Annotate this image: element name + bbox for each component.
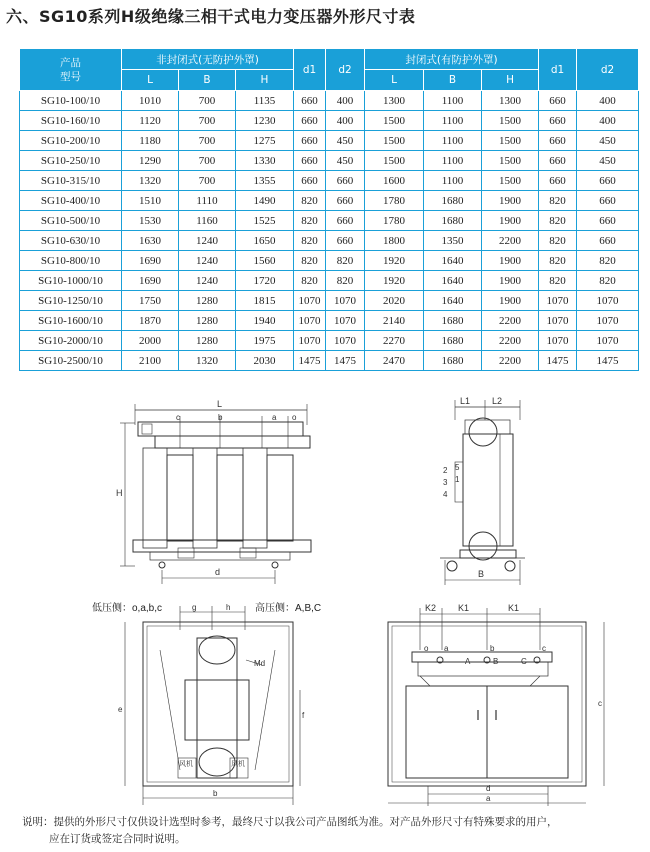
value-cell: 1940 xyxy=(236,311,294,331)
label-b: b xyxy=(218,413,223,422)
table-row xyxy=(20,311,639,331)
value-cell: 1500 xyxy=(365,111,424,131)
value-cell: 1100 xyxy=(424,131,482,151)
value-cell: 660 xyxy=(577,171,639,191)
value-cell: 1690 xyxy=(122,251,179,271)
value-cell: 700 xyxy=(179,91,236,111)
value-cell: 1135 xyxy=(236,91,294,111)
value-cell: 660 xyxy=(294,151,326,171)
value-cell: 1100 xyxy=(424,171,482,191)
value-cell: 1680 xyxy=(424,331,482,351)
terminal-1: 1 xyxy=(455,475,460,484)
value-cell: 2020 xyxy=(365,291,424,311)
table-row xyxy=(20,251,639,271)
value-cell: 450 xyxy=(326,131,365,151)
value-cell: 1525 xyxy=(236,211,294,231)
value-cell: 1355 xyxy=(236,171,294,191)
value-cell: 1900 xyxy=(482,251,539,271)
value-cell: 820 xyxy=(539,231,577,251)
value-cell: 450 xyxy=(326,151,365,171)
value-cell: 660 xyxy=(326,211,365,231)
value-cell: 1680 xyxy=(424,191,482,211)
value-cell: 1100 xyxy=(424,151,482,171)
table-row xyxy=(20,211,639,231)
value-cell: 660 xyxy=(577,211,639,231)
value-cell: 1180 xyxy=(122,131,179,151)
value-cell: 820 xyxy=(294,191,326,211)
d1-header: d1 xyxy=(294,49,326,91)
value-cell: 2200 xyxy=(482,331,539,351)
col-H: H xyxy=(236,70,294,91)
value-cell: 1070 xyxy=(577,331,639,351)
value-cell: 1690 xyxy=(122,271,179,291)
model-header-line1: 产品 xyxy=(60,56,81,69)
value-cell: 1110 xyxy=(179,191,236,211)
value-cell: 700 xyxy=(179,171,236,191)
page-title: 六、SG10系列H级绝缘三相干式电力变压器外形尺寸表 xyxy=(6,7,416,26)
value-cell: 2030 xyxy=(236,351,294,371)
lv-side-label: 低压侧：o,a,b,c xyxy=(92,603,163,614)
label-a: a xyxy=(444,644,449,653)
value-cell: 820 xyxy=(539,271,577,291)
value-cell: 1640 xyxy=(424,291,482,311)
value-cell: 1230 xyxy=(236,111,294,131)
value-cell: 1815 xyxy=(236,291,294,311)
value-cell: 2200 xyxy=(482,311,539,331)
value-cell: 1920 xyxy=(365,251,424,271)
hv-side-label: 高压侧：A,B,C xyxy=(255,603,322,614)
value-cell: 820 xyxy=(326,271,365,291)
value-cell: 1100 xyxy=(424,111,482,131)
value-cell: 700 xyxy=(179,131,236,151)
value-cell: 1010 xyxy=(122,91,179,111)
dimension-table xyxy=(19,48,639,371)
table-row xyxy=(20,351,639,371)
value-cell: 1475 xyxy=(539,351,577,371)
dim-L2: L2 xyxy=(492,396,503,406)
dim-H: H xyxy=(116,488,123,498)
table-row xyxy=(20,111,639,131)
value-cell: 660 xyxy=(539,171,577,191)
dim-K2: K2 xyxy=(425,603,437,613)
value-cell: 660 xyxy=(326,191,365,211)
value-cell: 1780 xyxy=(365,191,424,211)
value-cell: 1490 xyxy=(236,191,294,211)
value-cell: 660 xyxy=(326,171,365,191)
value-cell: 400 xyxy=(326,91,365,111)
value-cell: 1240 xyxy=(179,251,236,271)
value-cell: 820 xyxy=(294,251,326,271)
dim-d: d xyxy=(486,784,491,793)
side-view-drawing xyxy=(440,396,525,585)
model-cell: SG10-315/10 xyxy=(20,171,122,191)
label-c: c xyxy=(542,644,546,653)
label-A: A xyxy=(465,657,471,666)
value-cell: 1330 xyxy=(236,151,294,171)
note-line-2: 应在订货或签定合同时说明。 xyxy=(49,833,186,845)
dim-c-height: c xyxy=(598,699,602,708)
value-cell: 1070 xyxy=(294,311,326,331)
value-cell: 1780 xyxy=(365,211,424,231)
value-cell: 400 xyxy=(326,111,365,131)
value-cell: 1280 xyxy=(179,331,236,351)
value-cell: 1070 xyxy=(577,311,639,331)
value-cell: 1070 xyxy=(539,311,577,331)
value-cell: 1240 xyxy=(179,231,236,251)
model-cell: SG10-100/10 xyxy=(20,91,122,111)
model-cell: SG10-2000/10 xyxy=(20,331,122,351)
col-L: L xyxy=(365,70,424,91)
value-cell: 1650 xyxy=(236,231,294,251)
value-cell: 1530 xyxy=(122,211,179,231)
value-cell: 2200 xyxy=(482,351,539,371)
dim-L1: L1 xyxy=(460,396,471,406)
model-cell: SG10-630/10 xyxy=(20,231,122,251)
value-cell: 1720 xyxy=(236,271,294,291)
fan-label-2: 风机 xyxy=(231,761,245,768)
terminal-2: 2 xyxy=(443,466,448,475)
value-cell: 1070 xyxy=(326,331,365,351)
value-cell: 820 xyxy=(539,251,577,271)
table-row xyxy=(20,191,639,211)
value-cell: 1600 xyxy=(365,171,424,191)
value-cell: 1475 xyxy=(577,351,639,371)
label-a: a xyxy=(272,413,277,422)
enclosed-side-drawing xyxy=(92,601,321,805)
value-cell: 1680 xyxy=(424,311,482,331)
label-o: o xyxy=(292,413,297,422)
value-cell: 660 xyxy=(294,131,326,151)
dim-K1-left: K1 xyxy=(458,603,470,613)
terminal-3: 3 xyxy=(443,478,448,487)
value-cell: 1100 xyxy=(424,91,482,111)
value-cell: 1070 xyxy=(577,291,639,311)
value-cell: 1240 xyxy=(179,271,236,291)
value-cell: 1070 xyxy=(294,291,326,311)
value-cell: 1070 xyxy=(326,311,365,331)
label-Md: Md xyxy=(254,659,266,668)
value-cell: 700 xyxy=(179,111,236,131)
value-cell: 2100 xyxy=(122,351,179,371)
enclosed-front-drawing xyxy=(388,603,604,806)
model-cell: SG10-800/10 xyxy=(20,251,122,271)
col-H: H xyxy=(482,70,539,91)
value-cell: 1475 xyxy=(326,351,365,371)
value-cell: 820 xyxy=(294,211,326,231)
terminal-5: 5 xyxy=(455,463,460,472)
label-C: C xyxy=(521,657,527,666)
d2-header: d2 xyxy=(326,49,365,91)
value-cell: 1120 xyxy=(122,111,179,131)
table-row xyxy=(20,291,639,311)
value-cell: 400 xyxy=(577,91,639,111)
value-cell: 450 xyxy=(577,131,639,151)
value-cell: 1630 xyxy=(122,231,179,251)
value-cell: 2470 xyxy=(365,351,424,371)
value-cell: 660 xyxy=(294,171,326,191)
value-cell: 1070 xyxy=(294,331,326,351)
value-cell: 1640 xyxy=(424,271,482,291)
value-cell: 1070 xyxy=(539,331,577,351)
value-cell: 820 xyxy=(326,251,365,271)
dim-f: f xyxy=(302,711,305,720)
value-cell: 1500 xyxy=(482,131,539,151)
dim-B: B xyxy=(478,569,485,579)
value-cell: 1300 xyxy=(482,91,539,111)
value-cell: 1800 xyxy=(365,231,424,251)
table-row xyxy=(20,331,639,351)
value-cell: 2270 xyxy=(365,331,424,351)
model-cell: SG10-1600/10 xyxy=(20,311,122,331)
value-cell: 820 xyxy=(539,191,577,211)
value-cell: 2140 xyxy=(365,311,424,331)
value-cell: 660 xyxy=(539,131,577,151)
fan-label-1: 风机 xyxy=(179,761,193,768)
explanation-note xyxy=(22,814,558,848)
model-cell: SG10-160/10 xyxy=(20,111,122,131)
unenclosed-header: 非封闭式(无防护外罩) xyxy=(122,49,294,70)
enclosed-header: 封闭式(有防护外罩) xyxy=(365,49,539,70)
dim-b: b xyxy=(213,789,218,798)
model-cell: SG10-1250/10 xyxy=(20,291,122,311)
value-cell: 1870 xyxy=(122,311,179,331)
label-b: b xyxy=(490,644,495,653)
value-cell: 660 xyxy=(539,151,577,171)
table-row xyxy=(20,271,639,291)
front-view-drawing xyxy=(116,399,311,584)
model-cell: SG10-200/10 xyxy=(20,131,122,151)
label-o: o xyxy=(424,644,429,653)
value-cell: 660 xyxy=(326,231,365,251)
value-cell: 1500 xyxy=(482,151,539,171)
value-cell: 820 xyxy=(577,251,639,271)
value-cell: 820 xyxy=(294,231,326,251)
value-cell: 1500 xyxy=(365,151,424,171)
model-cell: SG10-500/10 xyxy=(20,211,122,231)
table-row xyxy=(20,171,639,191)
value-cell: 660 xyxy=(577,231,639,251)
value-cell: 1560 xyxy=(236,251,294,271)
value-cell: 700 xyxy=(179,151,236,171)
value-cell: 1280 xyxy=(179,291,236,311)
value-cell: 1290 xyxy=(122,151,179,171)
dim-g: g xyxy=(192,603,197,612)
value-cell: 1300 xyxy=(365,91,424,111)
model-cell: SG10-400/10 xyxy=(20,191,122,211)
col-B: B xyxy=(179,70,236,91)
model-header xyxy=(20,49,122,91)
value-cell: 660 xyxy=(539,91,577,111)
value-cell: 820 xyxy=(577,271,639,291)
value-cell: 1900 xyxy=(482,291,539,311)
value-cell: 1975 xyxy=(236,331,294,351)
col-L: L xyxy=(122,70,179,91)
value-cell: 660 xyxy=(577,191,639,211)
dim-L: L xyxy=(217,399,223,409)
value-cell: 1350 xyxy=(424,231,482,251)
value-cell: 1320 xyxy=(179,351,236,371)
value-cell: 450 xyxy=(577,151,639,171)
value-cell: 820 xyxy=(539,211,577,231)
value-cell: 2000 xyxy=(122,331,179,351)
outline-drawings xyxy=(0,380,650,812)
table-row xyxy=(20,231,639,251)
model-cell: SG10-250/10 xyxy=(20,151,122,171)
value-cell: 1750 xyxy=(122,291,179,311)
value-cell: 1900 xyxy=(482,271,539,291)
note-line-1: 说明：提供的外形尺寸仅供设计选型时参考，最终尺寸以我公司产品图纸为准。对产品外形尺寸有特殊要求的用户， xyxy=(22,816,558,828)
value-cell: 1680 xyxy=(424,211,482,231)
value-cell: 1900 xyxy=(482,191,539,211)
terminal-4: 4 xyxy=(443,490,448,499)
value-cell: 1500 xyxy=(365,131,424,151)
table-row xyxy=(20,151,639,171)
col-B: B xyxy=(424,70,482,91)
value-cell: 660 xyxy=(294,91,326,111)
table-row xyxy=(20,131,639,151)
value-cell: 1900 xyxy=(482,211,539,231)
model-cell: SG10-1000/10 xyxy=(20,271,122,291)
value-cell: 1320 xyxy=(122,171,179,191)
value-cell: 1070 xyxy=(539,291,577,311)
value-cell: 820 xyxy=(294,271,326,291)
value-cell: 1500 xyxy=(482,111,539,131)
label-c: c xyxy=(176,413,180,422)
value-cell: 1510 xyxy=(122,191,179,211)
value-cell: 1070 xyxy=(326,291,365,311)
dim-e: e xyxy=(118,705,123,714)
value-cell: 1640 xyxy=(424,251,482,271)
d2-header: d2 xyxy=(577,49,639,91)
dim-d: d xyxy=(215,567,221,577)
value-cell: 660 xyxy=(539,111,577,131)
value-cell: 1275 xyxy=(236,131,294,151)
table-row xyxy=(20,91,639,111)
value-cell: 1475 xyxy=(294,351,326,371)
value-cell: 660 xyxy=(294,111,326,131)
value-cell: 1160 xyxy=(179,211,236,231)
value-cell: 1280 xyxy=(179,311,236,331)
value-cell: 400 xyxy=(577,111,639,131)
dim-h: h xyxy=(226,603,231,612)
dim-K1-right: K1 xyxy=(508,603,520,613)
value-cell: 2200 xyxy=(482,231,539,251)
value-cell: 1920 xyxy=(365,271,424,291)
dim-a: a xyxy=(486,794,491,803)
model-header-line2: 型号 xyxy=(60,70,81,83)
value-cell: 1680 xyxy=(424,351,482,371)
table-body xyxy=(20,91,639,371)
d1-header: d1 xyxy=(539,49,577,91)
model-cell: SG10-2500/10 xyxy=(20,351,122,371)
value-cell: 1500 xyxy=(482,171,539,191)
label-B: B xyxy=(493,657,499,666)
